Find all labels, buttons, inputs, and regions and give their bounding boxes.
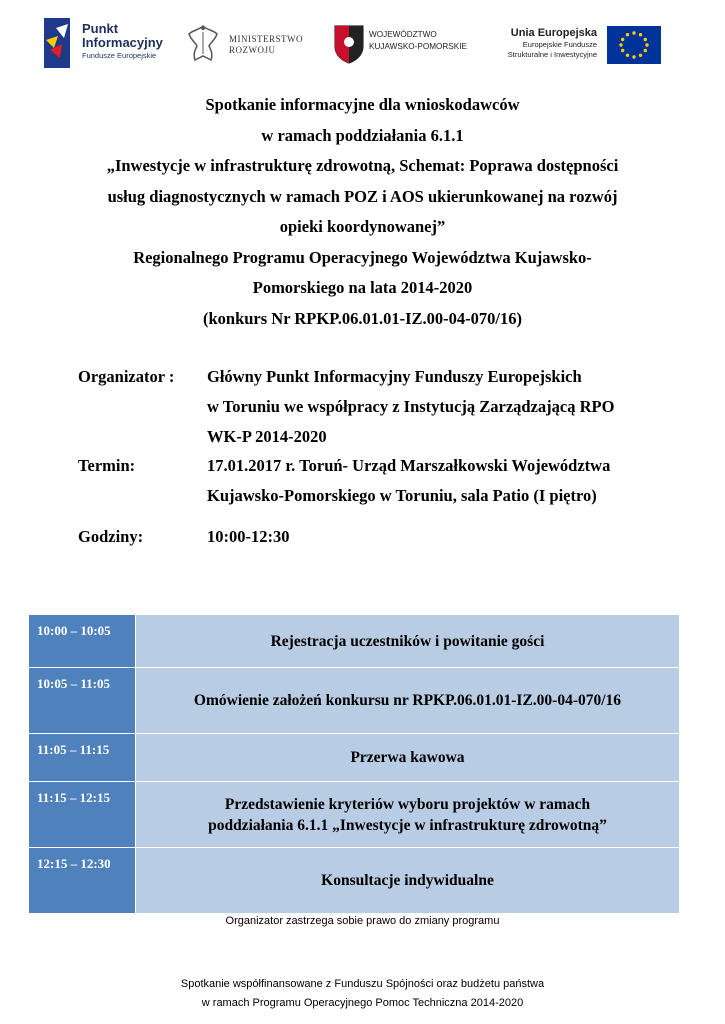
punkt-line3: Fundusze Europejskie <box>82 51 157 60</box>
title-line: opieki koordynowanej” <box>279 217 446 236</box>
organizer-line: WK-P 2014-2020 <box>207 427 327 446</box>
fe-symbol-icon <box>44 18 74 68</box>
title-line: „Inwestycje w infrastrukturę zdrowotną, Schemat: Poprawa dostępności <box>106 156 619 175</box>
footer-line: w ramach Programu Operacyjnego Pomoc Techniczna 2014-2020 <box>201 997 524 1009</box>
description-cell <box>136 668 680 734</box>
eu-logo <box>470 18 665 70</box>
punkt-informacyjny-logo <box>44 18 174 70</box>
hours-section <box>78 522 678 552</box>
description-line: poddziałania 6.1.1 „Inwestycje w infrastrukturę zdrowotną” <box>208 816 607 834</box>
description-cell <box>136 734 680 782</box>
time-cell: 11:15 – 12:15 <box>29 782 136 848</box>
punkt-line1: Punkt <box>82 21 119 36</box>
punkt-line2: Informacyjny <box>82 35 163 50</box>
eu-line1: Unia Europejska <box>510 27 597 39</box>
title-line: Spotkanie informacyjne dla wnioskodawców <box>205 95 520 114</box>
hours-label: Godziny: <box>78 527 144 546</box>
eagle-emblem-icon <box>185 22 221 64</box>
organizer-line: w Toruniu we współpracy z Instytucją Zarządzającą RPO <box>207 397 615 416</box>
organizer-section <box>78 362 678 452</box>
description-cell <box>136 848 680 914</box>
term-section <box>78 451 678 511</box>
time-cell: 10:05 – 11:05 <box>29 668 136 734</box>
table-row <box>29 848 680 914</box>
eu-line2: Europejskie Fundusze <box>522 40 597 49</box>
title-line: usług diagnostycznych w ramach POZ i AOS ukierunkowanej na rozwój <box>107 186 618 206</box>
schedule-table <box>28 614 680 914</box>
funding-footer <box>0 975 725 1013</box>
eu-flag-icon <box>607 26 661 64</box>
table-row <box>29 782 680 848</box>
time-cell: 10:00 – 10:05 <box>29 615 136 668</box>
coat-of-arms-icon <box>333 24 365 64</box>
time-cell: 12:15 – 12:30 <box>29 848 136 914</box>
term-label: Termin: <box>78 456 136 475</box>
description-line: Omówienie założeń konkursu nr RPKP.06.01.01-IZ.00-04-070/16 <box>193 692 622 709</box>
logo-strip <box>0 18 725 70</box>
description-line: Konsultacje indywidualne <box>321 872 494 889</box>
table-row <box>29 668 680 734</box>
title-line: w ramach poddziałania 6.1.1 <box>261 125 464 145</box>
description-cell <box>136 615 680 668</box>
organizer-label: Organizator : <box>78 367 175 386</box>
table-row <box>29 615 680 668</box>
hours-value: 10:00-12:30 <box>207 527 290 546</box>
description-line: Rejestracja uczestników i powitanie gości <box>270 632 545 650</box>
description-line: Przerwa kawowa <box>350 749 465 766</box>
term-line: Kujawsko-Pomorskiego w Toruniu, sala Patio (I piętro) <box>207 486 597 505</box>
title-line: Regionalnego Programu Operacyjnego Województwa Kujawsko- <box>133 247 592 267</box>
description-line: Przedstawienie kryteriów wyboru projektów w ramach <box>224 795 591 813</box>
title-line: (konkurs Nr RPKP.06.01.01-IZ.00-04-070/16) <box>202 308 523 328</box>
region-line2: KUJAWSKO-POMORSKIE <box>369 42 467 51</box>
disclaimer-note: Organizator zastrzega sobie prawo do zmiany programu <box>225 915 500 927</box>
time-cell: 11:05 – 11:15 <box>29 734 136 782</box>
organizer-line: Główny Punkt Informacyjny Funduszy Europejskich <box>207 367 582 386</box>
document-title <box>60 90 665 334</box>
footer-line: Spotkanie współfinansowane z Funduszu Spójności oraz budżetu państwa <box>180 978 545 990</box>
ministry-line2: ROZWOJU <box>229 45 276 55</box>
region-line1: WOJEWÓDZTWO <box>369 30 437 39</box>
term-line: 17.01.2017 r. Toruń- Urząd Marszałkowski Województwa <box>207 456 611 475</box>
eu-line3: Strukturalne i Inwestycyjne <box>507 50 597 59</box>
ministry-logo <box>185 18 305 70</box>
description-cell <box>136 782 680 848</box>
voivodeship-logo <box>333 18 478 70</box>
ministry-line1: MINISTERSTWO <box>229 34 303 44</box>
table-row <box>29 734 680 782</box>
title-line: Pomorskiego na lata 2014-2020 <box>252 278 473 297</box>
